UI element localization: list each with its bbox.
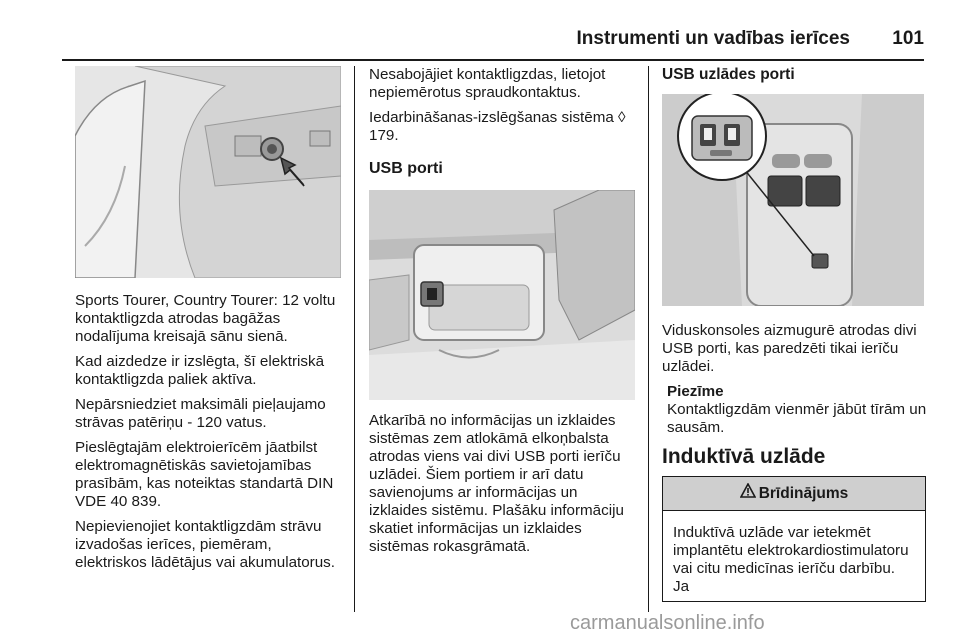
column-divider-1 (354, 66, 355, 612)
warning-icon (740, 477, 756, 510)
armrest-usb-illustration (369, 190, 635, 400)
warning-box (662, 476, 926, 602)
usb-ports-description: Atkarībā no informācijas un izklaides sistēmas zem atlokāmā elkoņbalsta atrodas viens vai divi USB porti ierīču uzlādei. Šiem portiem ir arī datu savienojums ar informācijas un izklaides sistēmu. Plašāku informāciju skatiet informācijas un izklaides sistēmas rokasgrāmatā. (369, 412, 624, 555)
column-3 (662, 66, 927, 602)
watermark: carmanualsonline.info (570, 612, 765, 634)
inductive-charging-heading: Induktīvā uzlāde (662, 445, 826, 468)
trunk-socket-illustration (75, 66, 341, 278)
column-2 (369, 66, 639, 563)
col1-paragraph-3: Pieslēgtajām elektroierīcēm jāatbilst elektromagnētiskās savietojamības prasībām, kas noteiktas standartā DIN VDE 40 839. (75, 439, 334, 510)
usb-charging-ports-heading: USB uzlādes porti (662, 66, 795, 83)
page-header (62, 28, 924, 54)
column-divider-2 (648, 66, 649, 612)
usb-ports-heading: USB porti (369, 160, 443, 177)
start-stop-reference: Iedarbināšanas-izslēgšanas sistēma ◊ 179. (369, 109, 626, 144)
warning-text: Induktīvā uzlāde var ietekmēt implantētu elektrokardiostimulatoru vai citu medicīnas ierīču darbību. Ja (673, 524, 909, 595)
page-title: Instrumenti un vadības ierīces (576, 28, 850, 49)
usb-charging-description: Viduskonsoles aizmugurē atrodas divi USB porti, kas paredzēti tikai ierīču uzlādei. (662, 322, 917, 375)
note-title: Piezīme (667, 383, 724, 400)
warning-header (663, 477, 925, 511)
col1-paragraph-1: Kad aizdedze ir izslēgta, šī elektriskā kontaktligzda paliek aktīva. (75, 353, 325, 388)
page-number: 101 (892, 28, 924, 49)
note-block (662, 383, 927, 437)
col1-paragraph-4: Nepievienojiet kontaktligzdām strāvu izvadošas ierīces, piemēram, elektriskos lādētājus vai akumulatorus. (75, 518, 335, 571)
note-text: Kontaktligzdām vienmēr jābūt tīrām un sausām. (667, 401, 927, 436)
trunk-socket-caption: Sports Tourer, Country Tourer: 12 voltu kontaktligzda atrodas bagāžas nodalījuma kreisajā sānu sienā. (75, 292, 336, 345)
col2-paragraph-1: Nesabojājiet kontaktligzdas, lietojot nepiemērotus spraudkontaktus. (369, 66, 606, 101)
warning-title: Brīdinājums (758, 485, 849, 502)
column-1 (75, 66, 345, 579)
header-rule (62, 59, 924, 61)
col1-paragraph-2: Nepārsniedziet maksimāli pieļaujamo strāvas patēriņu - 120 vatus. (75, 396, 326, 431)
rear-console-usb-illustration (662, 94, 924, 306)
